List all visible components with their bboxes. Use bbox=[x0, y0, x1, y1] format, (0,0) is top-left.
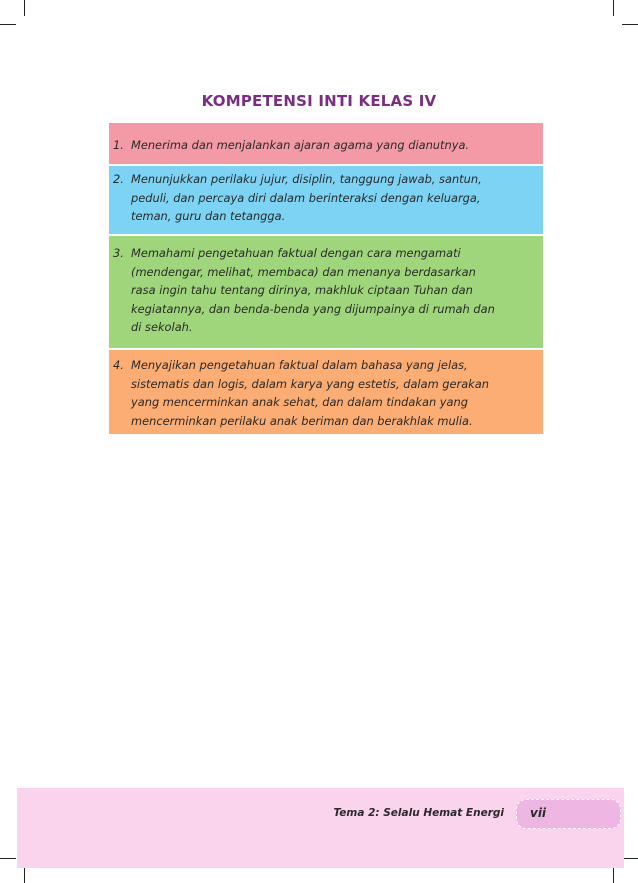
competency-line: Menyajikan pengetahuan faktual dalam bahasa yang jelas, bbox=[131, 358, 468, 372]
crop-mark bbox=[0, 24, 16, 25]
crop-mark bbox=[613, 867, 614, 883]
competency-line: sistematis dan logis, dalam karya yang estetis, dalam gerakan bbox=[131, 376, 489, 391]
crop-mark bbox=[613, 0, 614, 16]
crop-mark bbox=[0, 858, 16, 859]
competency-row-2 bbox=[109, 166, 543, 236]
crop-mark bbox=[622, 24, 638, 25]
competency-line: mencerminkan perilaku anak beriman dan berakhlak mulia. bbox=[131, 413, 473, 428]
competency-number: 3. bbox=[113, 246, 124, 260]
competency-line: Menerima dan menjalankan ajaran agama yang dianutnya. bbox=[131, 138, 470, 152]
competency-line: teman, guru dan tetangga. bbox=[131, 209, 286, 224]
page-title: KOMPETENSI INTI KELAS IV bbox=[201, 92, 437, 110]
competency-row-1 bbox=[109, 123, 543, 166]
crop-mark bbox=[622, 858, 638, 859]
competency-line: Memahami pengetahuan faktual dengan cara mengamati bbox=[131, 246, 461, 260]
competency-line: di sekolah. bbox=[131, 320, 193, 335]
competency-number: 2. bbox=[113, 172, 124, 186]
competency-line: rasa ingin tahu tentang dirinya, makhluk ciptaan Tuhan dan bbox=[131, 283, 473, 298]
competency-number: 4. bbox=[113, 358, 124, 372]
competency-line: yang mencerminkan anak sehat, dan dalam tindakan yang bbox=[131, 395, 468, 410]
competency-line: Menunjukkan perilaku jujur, disiplin, tanggung jawab, santun, bbox=[131, 172, 482, 186]
competency-table bbox=[109, 123, 543, 434]
crop-mark bbox=[24, 0, 25, 16]
footer-theme-label: Tema 2: Selalu Hemat Energi bbox=[333, 807, 504, 819]
competency-line: (mendengar, melihat, membaca) dan menanya berdasarkan bbox=[131, 264, 476, 279]
competency-line: peduli, dan percaya diri dalam berinteraksi dengan keluarga, bbox=[131, 190, 481, 205]
crop-mark bbox=[24, 867, 25, 883]
competency-line: kegiatannya, dan benda-benda yang dijumpainya di rumah dan bbox=[131, 301, 495, 316]
competency-number: 1. bbox=[113, 138, 124, 152]
competency-row-4 bbox=[109, 350, 543, 434]
page-number: vii bbox=[530, 806, 547, 820]
competency-row-3 bbox=[109, 236, 543, 350]
